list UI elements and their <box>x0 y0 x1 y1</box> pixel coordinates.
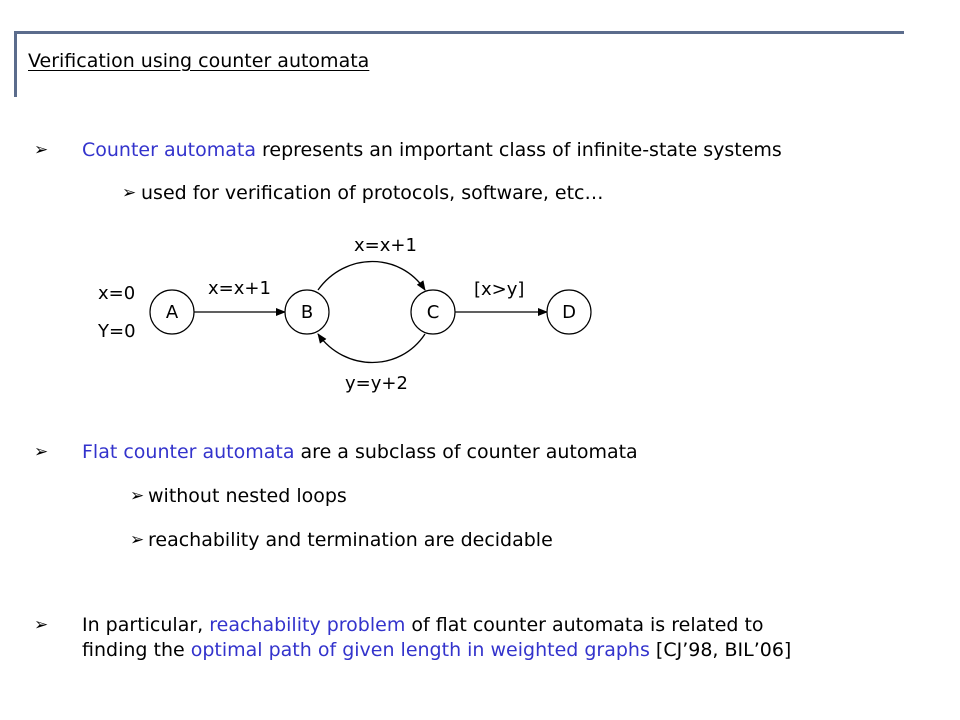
edge-c-d-label: [x>y] <box>474 279 525 300</box>
bullet-2-sub-2: reachability and termination are decidable <box>148 529 553 551</box>
state-a-label: A <box>165 302 179 323</box>
edge-c-b-loop <box>318 334 425 363</box>
init-x-label: x=0 <box>98 283 136 304</box>
state-c-label: C <box>426 302 440 323</box>
bullet-1-sub: used for verification of protocols, software, etc… <box>141 182 604 204</box>
slide-title: Verification using counter automata <box>28 50 370 72</box>
bullet-2-text: are a subclass of counter automata <box>294 441 638 463</box>
state-b-label: B <box>300 302 314 323</box>
bullet-1-text: represents an important class of infinite-state systems <box>255 139 782 161</box>
bullet-1-highlight: Counter automata <box>82 139 256 161</box>
edge-a-b-label: x=x+1 <box>208 278 271 299</box>
edge-c-b-label: y=y+2 <box>345 373 408 394</box>
bullet-3-mid: of flat counter automata is related to <box>405 614 764 636</box>
arrow-bullet-icon: ➢ <box>130 486 145 506</box>
arrow-bullet-icon: ➢ <box>34 442 49 462</box>
bullet-3-line-2-pre: finding the <box>82 639 191 661</box>
state-d-label: D <box>562 302 576 323</box>
bullet-3-highlight-1: reachability problem <box>209 614 406 636</box>
bullet-2 <box>82 440 638 464</box>
arrow-bullet-icon: ➢ <box>34 140 49 160</box>
edge-b-c-label: x=x+1 <box>354 235 417 256</box>
bullet-3-citation: [CJ’98, BIL’06] <box>649 639 792 661</box>
edge-b-c-loop <box>318 262 425 291</box>
arrow-bullet-icon: ➢ <box>34 615 49 635</box>
bullet-3-line-1 <box>82 613 764 637</box>
bullet-3-highlight-2: optimal path of given length in weighted graphs <box>190 639 650 661</box>
arrow-bullet-icon: ➢ <box>122 183 137 203</box>
bullet-2-sub-1: without nested loops <box>148 485 347 507</box>
bullet-3-line-2 <box>82 638 791 662</box>
arrow-bullet-icon: ➢ <box>130 530 145 550</box>
init-y-label: Y=0 <box>98 321 136 342</box>
bullet-3-pre: In particular, <box>82 614 210 636</box>
bullet-2-highlight: Flat counter automata <box>82 441 295 463</box>
